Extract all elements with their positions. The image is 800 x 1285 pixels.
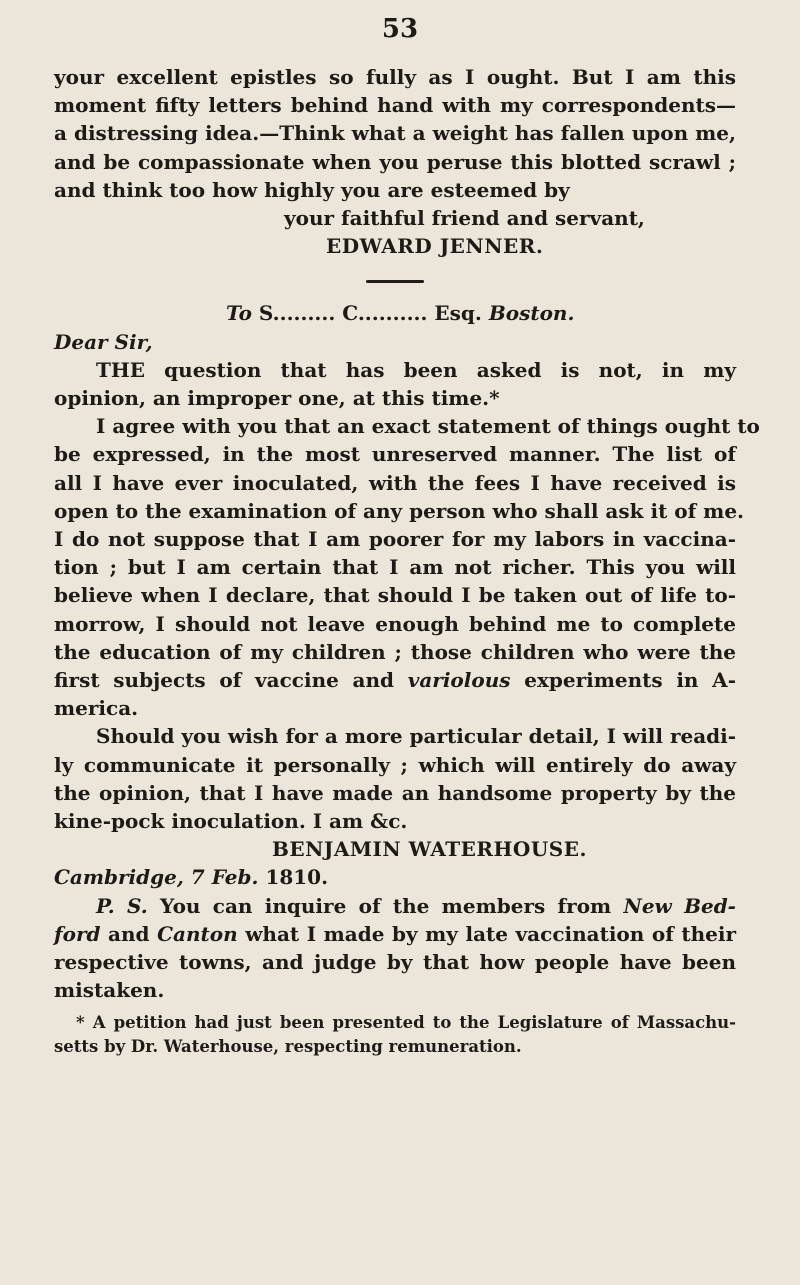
text-line: I do not suppose that I am poorer for my labors in vaccina-	[54, 527, 736, 552]
postscript-line: ford and Canton what I made by my late vaccination of their	[54, 921, 736, 946]
text-line: Should you wish for a more particular detail, I will readi-	[96, 724, 737, 749]
text-line: all I have ever inoculated, with the fees I have received is	[54, 470, 736, 495]
text-line: be expressed, in the most unreserved manner. The list of	[54, 442, 736, 467]
text-line: I agree with you that an exact statement of things ought to	[96, 414, 760, 439]
text-line: tion ; but I am certain that I am not richer. This you will	[54, 555, 736, 580]
address-line: To S......... C.......... Esq. Boston.	[226, 301, 575, 326]
dateline: Cambridge, 7 Feb. 1810.	[54, 865, 329, 890]
text-line: the education of my children ; those children who were the	[54, 639, 736, 664]
postscript-line: mistaken.	[54, 978, 165, 1003]
text-line: and think too how highly you are esteemed by	[54, 177, 570, 202]
section-divider	[366, 280, 424, 283]
closing-line: your faithful friend and servant,	[284, 206, 645, 231]
postscript-line: P. S. You can inquire of the members from New Bed-	[96, 893, 736, 918]
text-line: first subjects of vaccine and variolous experiments in A-	[54, 668, 736, 693]
postscript-line: respective towns, and judge by that how people have been	[54, 950, 736, 975]
signature-waterhouse: BENJAMIN WATERHOUSE.	[272, 837, 587, 862]
text-line: THE question that has been asked is not, in my	[96, 357, 736, 382]
text-line: your excellent epistles so fully as I ought. But I am this	[54, 65, 736, 89]
text-line: merica.	[54, 696, 139, 721]
text-line: moment fifty letters behind hand with my correspondents—	[54, 93, 736, 118]
page-number: 53	[381, 14, 419, 44]
text-line: and be compassionate when you peruse this blotted scrawl ;	[54, 149, 736, 174]
text-line: a distressing idea.—Think what a weight has fallen upon me,	[54, 121, 736, 146]
text-line: opinion, an improper one, at this time.*	[54, 386, 500, 411]
text-line: believe when I declare, that should I be taken out of life to-	[54, 583, 736, 608]
footnote-line: setts by Dr. Waterhouse, respecting remuneration.	[54, 1036, 522, 1056]
page-body	[54, 63, 760, 1059]
text-line: kine-pock inoculation. I am &c.	[54, 809, 408, 834]
footnote	[54, 1011, 736, 1059]
footnote-line: * A petition had just been presented to the Legislature of Massachu-	[76, 1012, 736, 1032]
text-line: the opinion, that I have made an handsome property by the	[54, 780, 736, 805]
salutation: Dear Sir,	[54, 329, 153, 354]
text-line: ly communicate it personally ; which will entirely do away	[54, 752, 736, 777]
text-line: open to the examination of any person who shall ask it of me.	[54, 498, 745, 523]
signature-jenner: EDWARD JENNER.	[326, 234, 544, 259]
text-line: morrow, I should not leave enough behind me to complete	[54, 611, 736, 636]
